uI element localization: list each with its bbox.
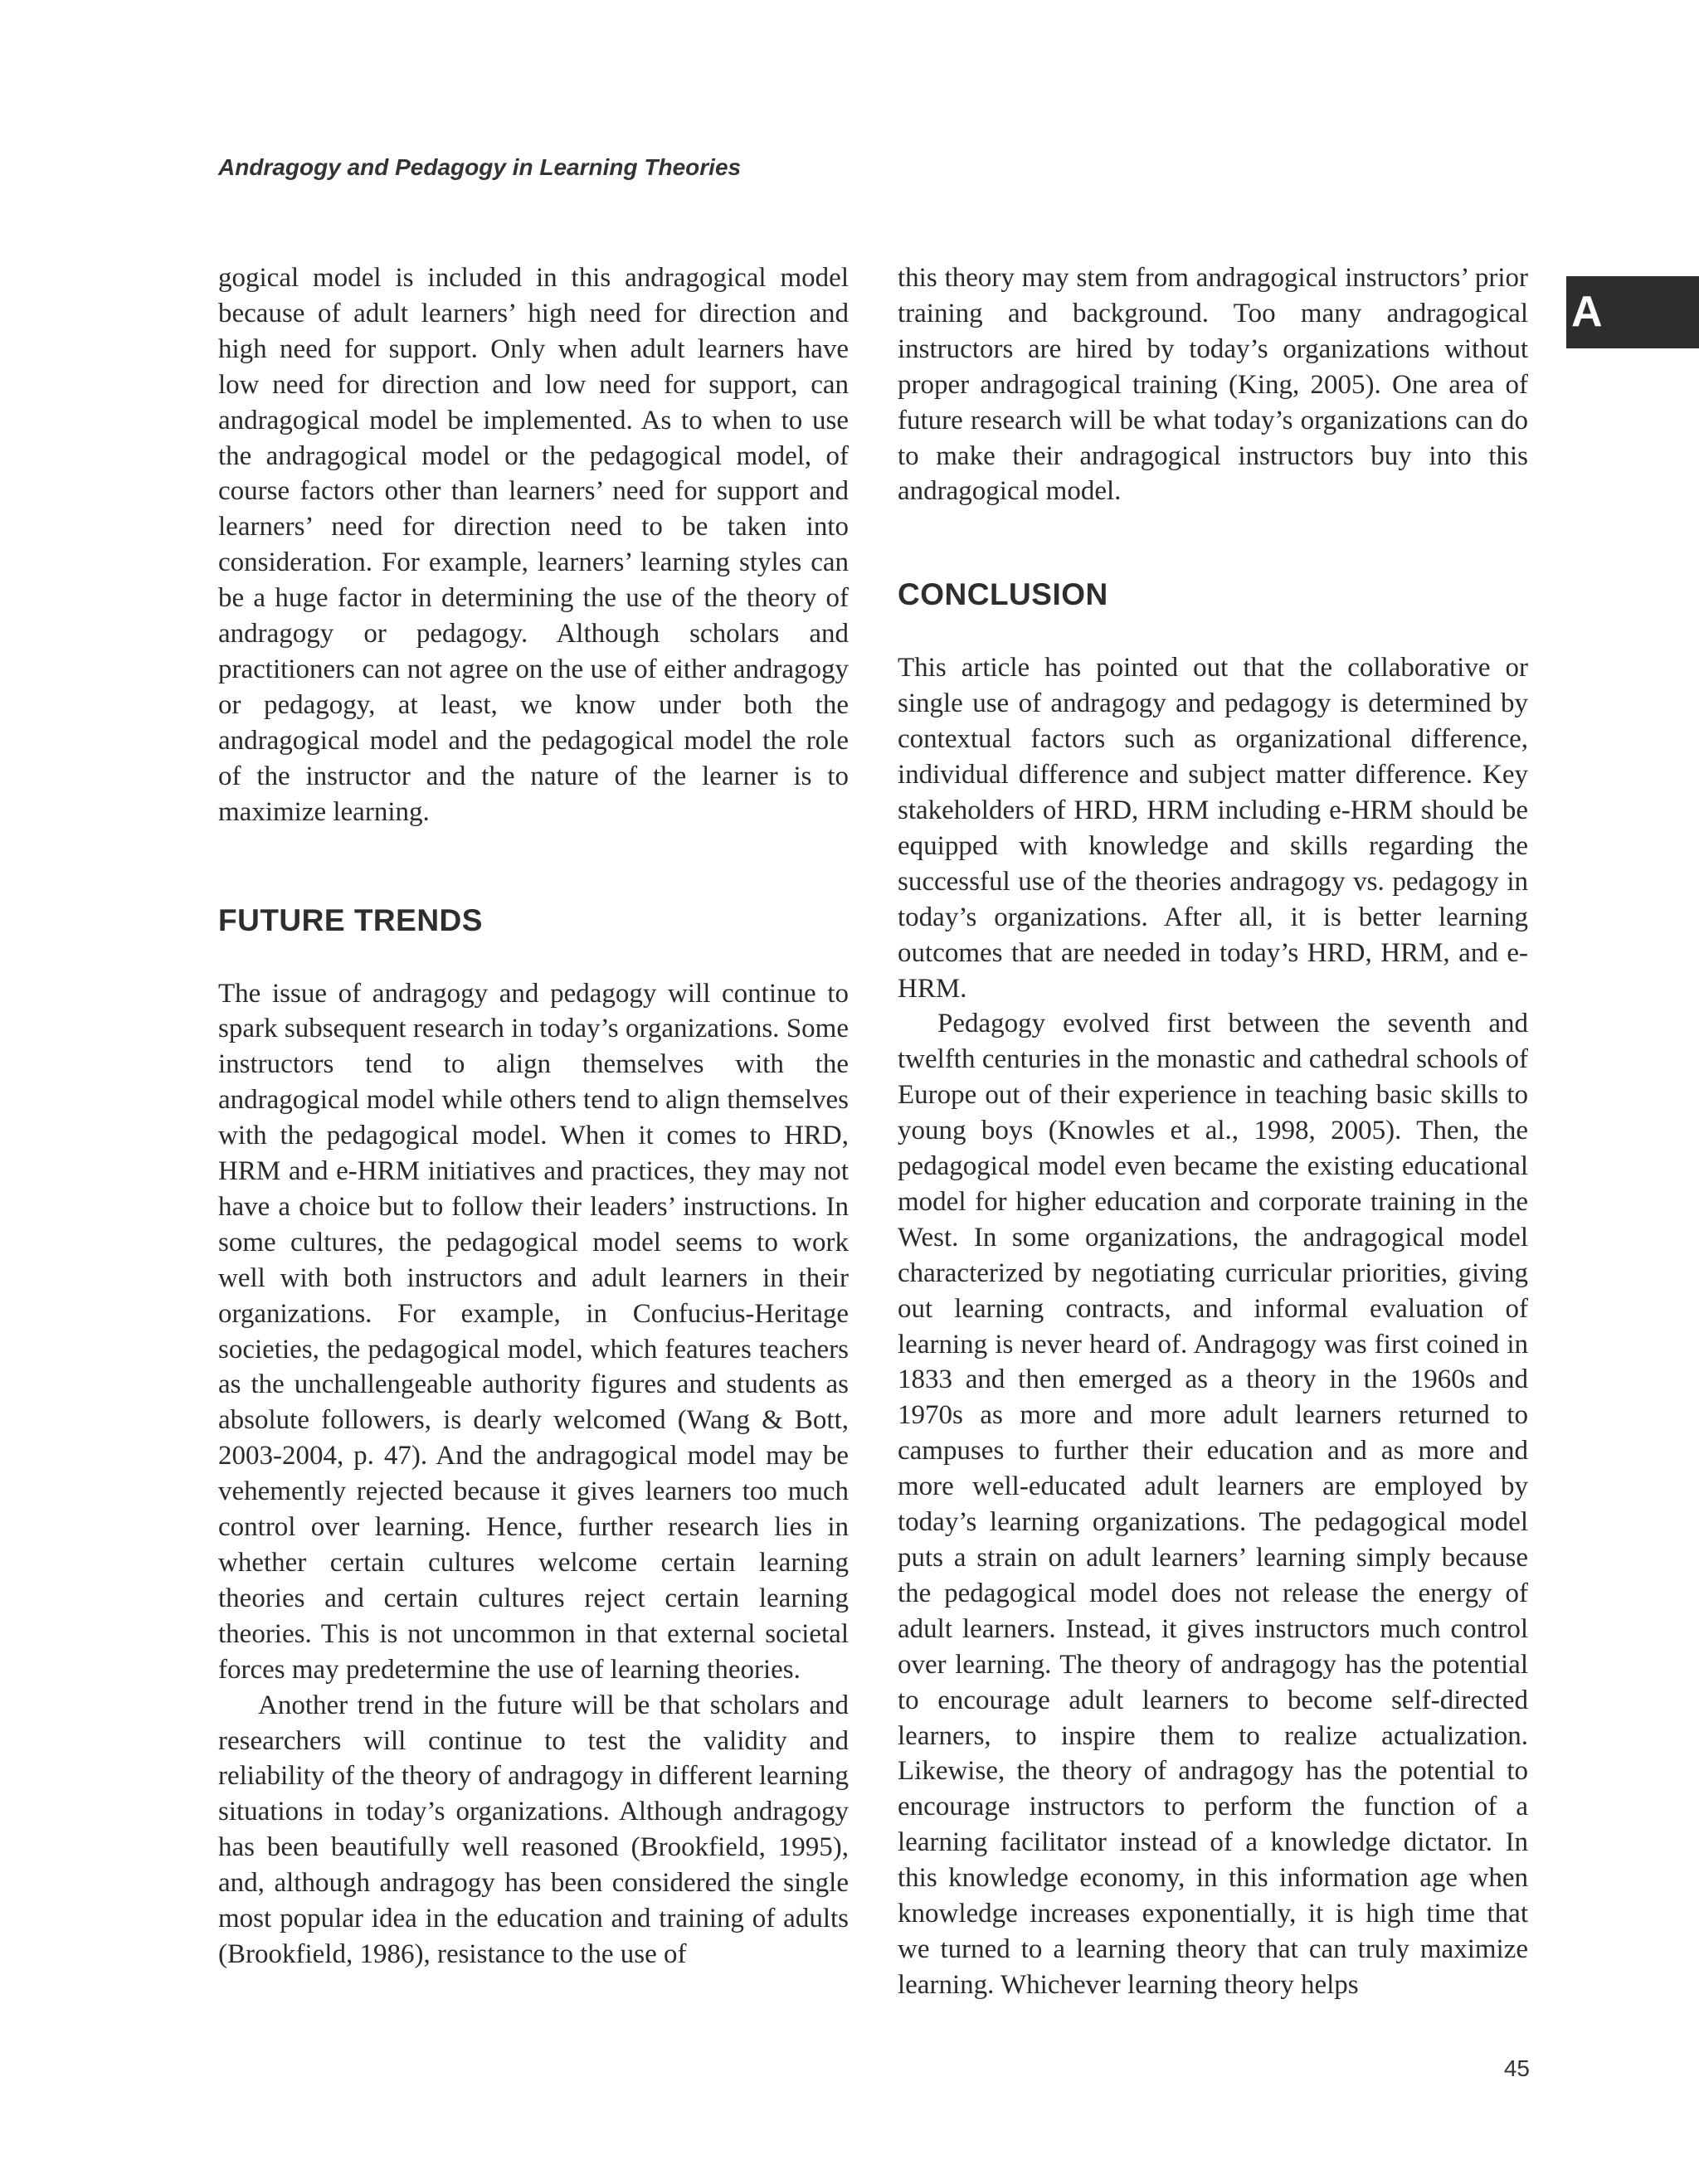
future-trends-paragraph-2: Another trend in the future will be that scholars and researchers will continue to test the validity and reliability of the theory of andragogy in different learning situations in today’s organizations. Although andragogy has been beautifully well reasoned (Brookfield, 1995), and, although andragogy has been considered the single most popular idea in the education and training of adults (Brookfield, 1986), resistance to the use of bbox=[218, 1690, 849, 1969]
future-trends-paragraph-1: The issue of andragogy and pedagogy will continue to spark subsequent research in today’s organizations. Some instructors tend to align themselves with the andragogical model while others tend to align themselves with the pedagogical model. When it comes to HRD, HRM and e-HRM initiatives and practices, they may not have a choice but to follow their leaders’ instructions. In some cultures, the pedagogical model seems to work well with both instructors and adult learners in their organizations. For example, in Confucius-Heritage societies, the pedagogical model, which features teachers as the unchallengeable authority figures and students as absolute followers, is dearly welcomed (Wang & Bott, 2003-2004, p. 47). And the andragogical model may be vehemently rejected because it gives learners too much control over learning. Hence, further research lies in whether certain cultures welcome certain learning theories and certain cultures reject certain learning theories. This is not uncommon in that external societal forces may predetermine the use of learning theories. bbox=[218, 978, 849, 1685]
right-column bbox=[898, 260, 1528, 2003]
conclusion-heading: CONCLUSION bbox=[898, 577, 1108, 612]
running-head-title: Andragogy and Pedagogy in Learning Theories bbox=[218, 154, 742, 180]
continued-paragraph: this theory may stem from andragogical instructors’ prior training and background. Too many andragogical instructors are hired by today’s organizations without proper andragogical training (King, 2005). One area of future research will be what today’s organizations can do to make their andragogical instructors buy into this andragogical model. bbox=[898, 263, 1528, 507]
page-number: 45 bbox=[1503, 2055, 1530, 2081]
future-trends-heading: FUTURE TRENDS bbox=[218, 902, 483, 937]
section-thumb-tab: A bbox=[1566, 276, 1699, 348]
conclusion-paragraph-2: Pedagogy evolved first between the seventh and twelfth centuries in the monastic and cathedral schools of Europe out of their experience in teaching basic skills to young boys (Knowles et al., 1998, 2005). Then, the pedagogical model even became the existing educational model for higher education and corporate training in the West. In some organizations, the andragogical model characterized by negotiating curricular priorities, giving out learning contracts, and informal evaluation of learning is never heard of. Andragogy was first coined in 1833 and then emerged as a theory in the 1960s and 1970s as more and more adult learners returned to campuses to further their education and as more and more well-educated adult learners are employed by today’s learning organizations. The pedagogical model puts a strain on adult learners’ learning simply because the pedagogical model does not release the energy of adult learners. Instead, it gives instructors much control over learning. The theory of andragogy has the potential to encourage adult learners to become self-directed learners, to inspire them to realize actualization. Likewise, the theory of andragogy has the potential to encourage instructors to perform the function of a learning facilitator instead of a knowledge dictator. In this knowledge economy, in this information age when knowledge increases exponentially, it is high time that we turned to a learning theory that can truly maximize learning. Whichever learning theory helps bbox=[898, 1009, 1528, 2000]
intro-paragraph: gogical model is included in this andragogical model because of adult learners’ high need for direction and high need for support. Only when adult learners have low need for direction and low need for support, can andragogical model be implemented. As to when to use the andragogical model or the pedagogical model, of course factors other than learners’ need for support and learners’ need for direction need to be taken into consideration. For example, learners’ learning styles can be a huge factor in determining the use of the theory of andragogy or pedagogy. Although scholars and practitioners can not agree on the use of either andragogy or pedagogy, at least, we know under both the andragogical model and the pedagogical model the role of the instructor and the nature of the learner is to maximize learning. bbox=[218, 263, 849, 827]
left-column bbox=[218, 260, 849, 1972]
conclusion-paragraph-1: This article has pointed out that the collaborative or single use of andragogy and pedagogy is determined by contextual factors such as organizational difference, individual difference and subject matter difference. Key stakeholders of HRD, HRM including e-HRM should be equipped with knowledge and skills regarding the successful use of the theories andragogy vs. pedagogy in today’s organizations. After all, it is better learning outcomes that are needed in today’s HRD, HRM, and e-HRM. bbox=[898, 653, 1528, 1004]
